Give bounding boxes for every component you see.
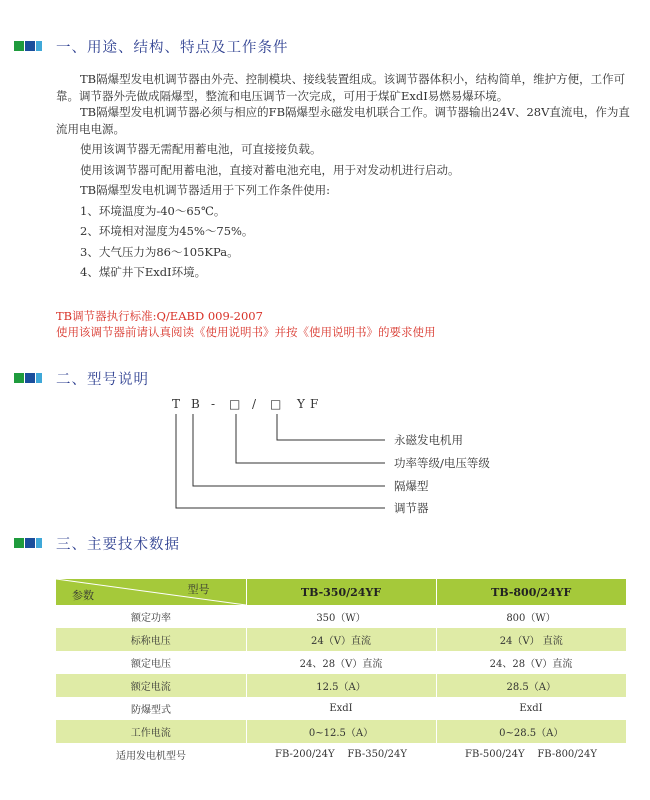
value-cell: 24、28（V）直流 [299,659,383,670]
paragraph: 使用该调节器可配用蓄电池，直接对蓄电池充电，用于对发动机进行启动。 [80,162,460,177]
param-cell: 适用发电机型号 [116,751,186,762]
param-cell: 额定电流 [56,674,246,697]
corner-cell [56,579,246,605]
value-cell: 12.5（A） [246,674,436,697]
value-cell: FB-200/24Y FB-350/24Y [275,749,407,760]
paragraph: 使用该调节器无需配用蓄电池，可直接接负载。 [80,142,322,156]
section1-title: 一、用途、结构、特点及工作条件 [56,39,289,56]
value-cell: FB-500/24Y FB-800/24Y [465,749,597,760]
table-row [56,674,626,697]
param-cell: 标称电压 [56,628,246,651]
diagonal-line [56,579,246,605]
condition-item: 3、大气压力为86～105KPa。 [80,244,239,259]
value-cell: 350（W） [316,613,366,624]
param-cell: 工作电流 [56,720,246,743]
value-cell: ExdI [519,703,543,714]
paragraph: TB隔爆型发电机调节器必须与相应的FB隔爆型永磁发电机联合工作。调节器输出24V、28V直流电，作为直流用电电源。 [56,105,630,136]
value-cell: 0~28.5（A） [436,720,626,743]
leader-line-yf [277,414,385,440]
paragraph: TB隔爆型发电机调节器适用于下列工作条件使用: [80,183,330,197]
column-header-model-1: TB-350/24YF [246,579,436,605]
table-row [56,720,626,743]
value-cell: 0~12.5（A） [246,720,436,743]
code-char-dash: - [211,397,216,411]
value-cell: 800（W） [506,613,556,624]
value-cell: ExdI [329,703,353,714]
leader-line-power [236,414,385,463]
condition-item: 2、环境相对湿度为45%～75%。 [80,224,254,238]
corner-model-label: 型号 [187,583,210,596]
column-header-model-2: TB-800/24YF [436,579,626,605]
spec-table [56,579,626,766]
value-cell: 24（V） 直流 [436,628,626,651]
code-box-voltage: □ [270,397,282,411]
code-char-b: B [191,397,200,411]
section1-body [56,71,636,281]
code-char-slash: / [252,397,257,411]
param-cell: 额定电压 [131,659,171,670]
table-row [56,605,626,628]
section-marker-icon [14,538,42,548]
code-box-power: □ [229,397,241,411]
param-cell: 防爆型式 [131,705,171,716]
section3-heading [14,534,180,552]
label-pm-generator: 永磁发电机用 [394,433,463,447]
code-char-f: F [310,397,319,411]
table-header-row [56,579,626,605]
section2-heading [14,369,149,387]
condition-item: 1、环境温度为-40～65℃。 [80,203,226,218]
value-cell: 24、28（V）直流 [489,659,573,670]
value-cell: 28.5（A） [436,674,626,697]
table-row [56,628,626,651]
table-row [56,697,626,720]
table-row [56,651,626,674]
code-char-t: T [172,397,181,411]
code-char-y: Y [297,397,305,411]
section3-title: 三、主要技术数据 [56,536,180,553]
section2-title: 二、型号说明 [56,371,149,388]
section-marker-icon [14,41,42,51]
section-marker-icon [14,373,42,383]
label-power-voltage: 功率等级/电压等级 [394,456,490,470]
usage-notice: 使用该调节器前请认真阅读《使用说明书》并按《使用说明书》的要求使用 [56,325,436,339]
value-cell: 24（V）直流 [246,628,436,651]
section1-heading [14,37,289,55]
leader-line-b [193,414,385,486]
leader-line-t [176,414,385,508]
standard-notice: TB调节器执行标准:Q/EABD 009-2007 [56,309,263,323]
paragraph: TB隔爆型发电机调节器由外壳、控制模块、接线装置组成。该调节器体积小，结构简单，维护方便，工作可靠。调节器外壳做成隔爆型，整流和电压调节一次完成，可用于煤矿ExdI易燃易爆环境。 [56,72,626,103]
param-cell: 额定功率 [131,613,171,624]
corner-param-label: 参数 [72,589,94,602]
condition-item: 4、煤矿井下ExdI环境。 [80,265,207,279]
label-flameproof: 隔爆型 [394,479,429,493]
label-regulator: 调节器 [394,501,429,515]
table-row [56,743,626,766]
